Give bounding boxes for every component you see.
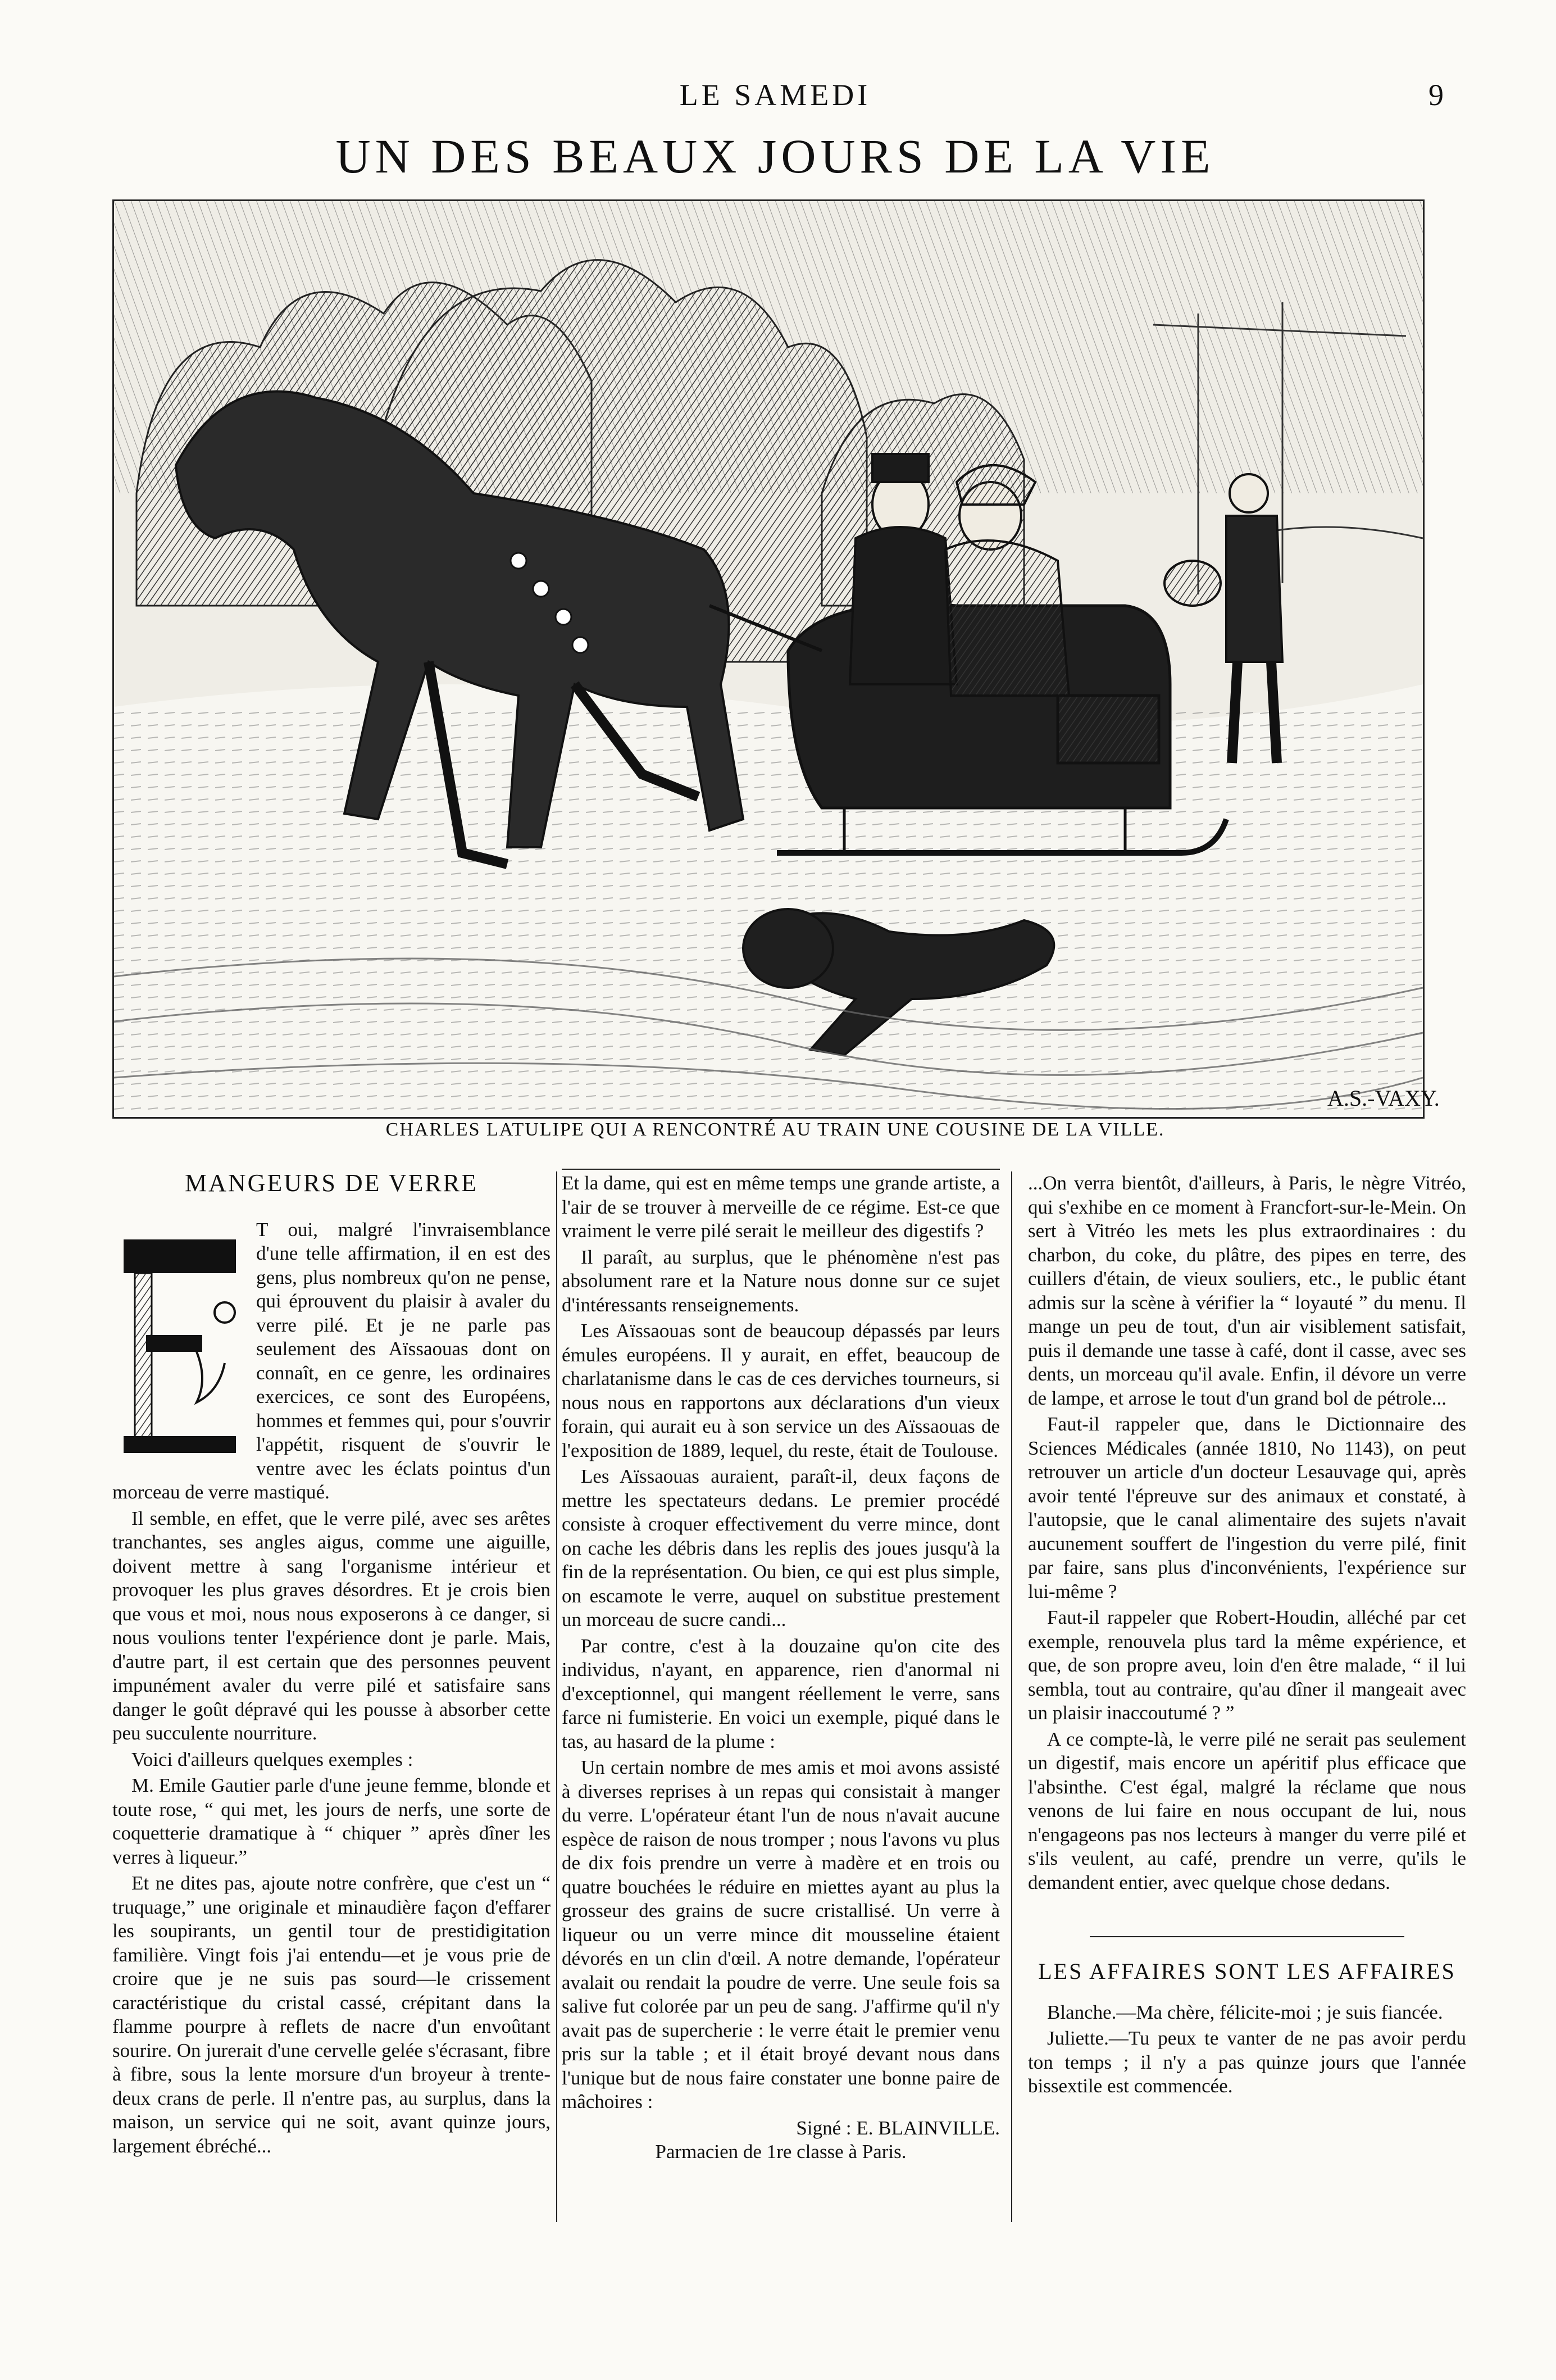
column-2 [562, 1171, 1000, 2164]
publication-title: LE SAMEDI [679, 78, 871, 112]
dialogue-juliette: Juliette.—Tu peux te vanter de ne pas avoir perdu ton temps ; il n'y a pas quinze jours que l'année bissextile est commencée. [1028, 2027, 1466, 2097]
page-number: 9 [1428, 78, 1444, 112]
paragraph-5: Et ne dites pas, ajoute notre confrère, que c'est un “ truquage,” une originale et minaudière façon d'effarer les soupirants, un gentil tour de prestidigitation familière. Vingt fois j'ai entendu—et je vous prie de croire que je ne suis pas sourd—le crissement caractéristique du cristal cassé, crépitant dans la flamme pourpre à reflets de nacre d'un envoûtant sourire. On jurerait d'une cervelle gelée s'écrasant, fibre à fibre, sous la lente morsure d'un broyeur à trente-deux crans de perle. Il n'entre pas, au surplus, dans la maison, un service qui ne soit, avant quinze jours, largement ébréché... [112, 1872, 550, 2157]
masthead [107, 78, 1444, 122]
paragraph-8: Les Aïssaouas sont de beaucoup dépassés par leurs émules européens. Il y aurait, en effet, beaucoup de charlatanisme dans le cas de ces derviches tourneurs, si nous nous en rapportons aux déclarations d'un vieux forain, qui aurait eu à son service un des Aïssaouas de l'exposition de 1889, lequel, du reste, était de Toulouse. [562, 1320, 1000, 1461]
paragraph-12: ...On verra bientôt, d'ailleurs, à Paris, le nègre Vitréo, qui s'exhibe en ce moment à Francfort-sur-le-Mein. On sert à Vitréo les mets les plus extraordinaires : du charbon, du coke, du plâtre, des pipes en terre, des cuillers d'étain, de vieux souliers, etc., le public étant admis sur la scène à vérifier la “ loyauté ” du menu. Il mange un peu de tout, d'un air visiblement satisfait, puis il demande une tasse à café, dont il casse, avec ses dents, un morceau qu'il avale. Enfin, il dévore un verre de lampe, et arrose le tout d'un grand bol de pétrole... [1028, 1172, 1466, 1409]
article-title-mangeurs: MANGEURS DE VERRE [184, 1169, 478, 1197]
column-3 [1028, 1171, 1466, 2101]
paragraph-4: M. Emile Gautier parle d'une jeune femme, blonde et toute rose, “ qui met, les jours de nerfs, une sorte de coquetterie dramatique à “ chiquer ” après dîner les verres à liqueur.” [112, 1774, 550, 1868]
artist-signature: A.S.-VAXY. [1327, 1085, 1440, 1111]
decorative-initial-e-icon [112, 1223, 247, 1459]
caption-rule [562, 1169, 1000, 1170]
sleigh-illustration [112, 199, 1440, 1119]
paragraph-2: Il semble, en effet, que le verre pilé, avec ses arêtes tranchantes, ses angles aigus, comme une aiguille, doivent mettre à sang l'organisme intérieur et provoquer les plus graves désordres. Et je crois bien que vous et moi, nous nous exposerons à ce danger, si nous voulions tenter l'expérience dont je parle. Mais, d'autre part, il est certain que des personnes peuvent impunément avaler du verre pilé et satisfaire sans danger le goût dépravé qui les pousse à absorber cette peu succulente nourriture. [112, 1507, 550, 1744]
paragraph-7: Il paraît, au surplus, que le phénomène n'est pas absolument rare et la Nature nous donne sur ce sujet d'intéressants renseignements. [562, 1246, 1000, 1316]
paragraph-13: Faut-il rappeler que, dans le Dictionnaire des Sciences Médicales (année 1810, No 1143), on peut retrouver un article d'un docteur Lesauvage qui, après avoir tenté l'épreuve sur des animaux et constaté, à l'autopsie, que le canal alimentaire des sujets n'avait aucunement souffert de l'ingestion du verre pilé, finit par faire, sans plus d'inconvénients, l'expérience sur lui-même ? [1028, 1413, 1466, 1602]
paragraph-15: A ce compte-là, le verre pilé ne serait pas seulement un digestif, mais encore un apéritif plus efficace que l'absinthe. C'est égal, malgré la réclame que nous venons de lui faire en nous occupant de lui, nous n'engageons pas nos lecteurs à manger du verre pilé et s'ils veulent, au café, prendre un verre, qu'ils le demandent entier, avec quelque chose dedans. [1028, 1728, 1466, 1893]
paragraph-6: Et la dame, qui est en même temps une grande artiste, a l'air de se trouver à merveille de ce régime. Est-ce que vraiment le verre pilé serait le meilleur des digestifs ? [562, 1172, 1000, 1242]
paragraph-9: Les Aïssaouas auraient, paraît-il, deux façons de mettre les spectateurs dedans. Le premier procédé consiste à croquer effectivement du verre mince, dont on cache les débris dans les replis des joues jusqu'à la fin de la représentation. Ou bien, ce qui est plus simple, on escamote le verre, auquel on substitue prestement un morceau de sucre candi... [562, 1465, 1000, 1630]
signer-title: Parmacien de 1re classe à Paris. [655, 2141, 907, 2163]
paragraph-3: Voici d'ailleurs quelques exemples : [131, 1748, 413, 1770]
paragraph-10: Par contre, c'est à la douzaine qu'on cite des individus, n'ayant, en apparence, rien d'anormal ni d'exceptionnel, qui mangent réellement le verre, sans farce ni fumisterie. En voici un exemple, piqué dans le tas, au hasard de la plume : [562, 1634, 1000, 1752]
illustration-headline: UN DES BEAUX JOURS DE LA VIE [335, 129, 1215, 183]
signature: Signé : E. BLAINVILLE. [796, 2116, 1000, 2139]
illustration-caption: CHARLES LATULIPE QUI A RENCONTRÉ AU TRAIN UNE COUSINE DE LA VILLE. [385, 1119, 1165, 1140]
paragraph-14: Faut-il rappeler que Robert-Houdin, alléché par cet exemple, renouvela plus tard la même expérience, et que, de son propre aveu, loin d'en être malade, “ il lui sembla, tout au contraire, qu'au dîner il mangeait avec un plaisir inaccoutumé ? ” [1028, 1606, 1466, 1724]
article-title-affaires: LES AFFAIRES SONT LES AFFAIRES [1038, 1959, 1456, 1984]
column-1 [112, 1171, 550, 2160]
paragraph-1: T oui, malgré l'invraisemblance d'une telle affirmation, il en est des gens, plus nombreux qu'on ne pense, qui éprouvent du plaisir à avaler du verre pilé. Et je ne parle pas seulement des Aïssaouas dont on connaît, en ce genre, les ordinaires exercices, ce sont des Européens, hommes et femmes qui, pour s'ouvrir l'appétit, risquent de s'ouvrir le ventre avec les éclats pointus d'un morceau de verre mastiqué. [112, 1218, 550, 1503]
dropcap-art [112, 1223, 247, 1459]
dialogue-blanche: Blanche.—Ma chère, félicite-moi ; je suis fiancée. [1047, 2001, 1443, 2023]
column-divider-2 [1011, 1171, 1012, 2222]
paragraph-11: Un certain nombre de mes amis et moi avons assisté à diverses reprises à un repas qui consistait à manger du verre. L'opérateur étant l'un de nous n'avait aucune espèce de raison de nous tromper ; nous l'avons vu plus de dix fois prendre un verre à madère et en trois ou quatre bouchées le réduire en miettes ayant au plus la grosseur des grains de sucre cristallisé. Un verre à liqueur ou un verre mince dit mousseline étaient dévorés en un clin d'œil. A notre demande, l'opérateur avalait ou rendait la poudre de verre. Une seule fois sa salive fut colorée par un peu de sang. J'affirme qu'il n'y avait pas de supercherie : le verre était le premier venu pris sur la table ; et il était broyé devant nous dans l'unique but de nous faire constater une bonne paire de mâchoires : [562, 1756, 1000, 2113]
column-divider-1 [556, 1171, 557, 2222]
sleigh-engraving [114, 201, 1440, 1117]
